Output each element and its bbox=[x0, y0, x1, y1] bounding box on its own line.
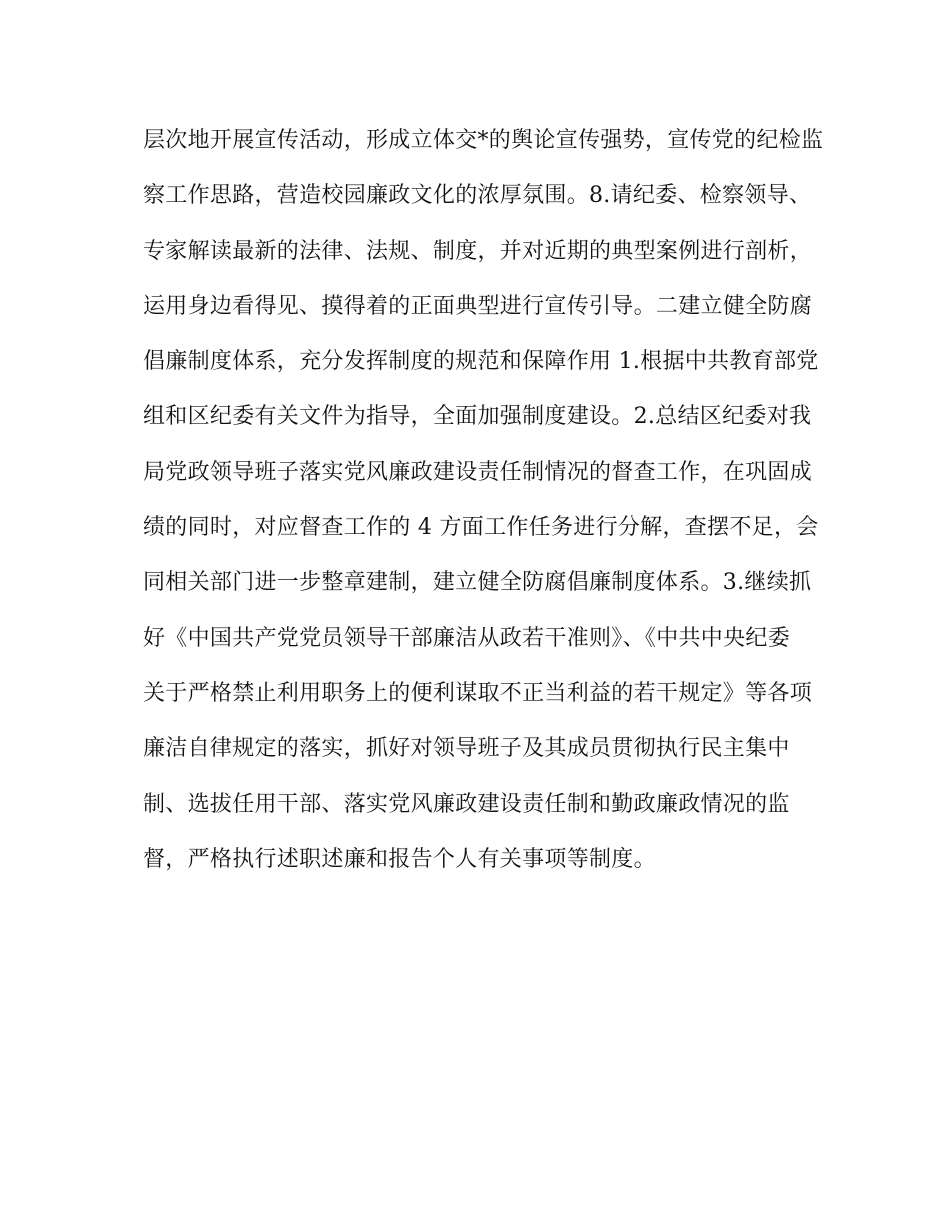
text-line: 制、选拔任用干部、落实党风廉政建设责任制和勤政廉政情况的监 bbox=[143, 791, 790, 817]
text-line: 督，严格执行述职述廉和报告个人有关事项等制度。 bbox=[143, 846, 656, 872]
text-line: 层次地开展宣传活动，形成立体交*的舆论宣传强势，宣传党的纪检监 bbox=[143, 128, 824, 153]
text-line: 关于严格禁止利用职务上的便利谋取不正当利益的若干规定》等各项 bbox=[143, 680, 813, 706]
text-line: 运用身边看得见、摸得着的正面典型进行宣传引导。二建立健全防腐 bbox=[143, 293, 813, 319]
text-line: 专家解读最新的法律、法规、制度，并对近期的典型案例进行剖析， bbox=[143, 238, 813, 264]
text-line: 好《中国共产党党员领导干部廉洁从政若干准则》、《中共中央纪委 bbox=[143, 625, 791, 651]
text-line: 倡廉制度体系，充分发挥制度的规范和保障作用 1.根据中共教育部党 bbox=[143, 349, 819, 375]
text-line: 廉洁自律规定的落实，抓好对领导班子及其成员贯彻执行民主集中 bbox=[143, 736, 790, 762]
text-line: 局党政领导班子落实党风廉政建设责任制情况的督查工作，在巩固成 bbox=[143, 459, 813, 485]
text-line: 同相关部门进一步整章建制，建立健全防腐倡廉制度体系。3.继续抓 bbox=[143, 570, 812, 596]
text-line: 组和区纪委有关文件为指导，全面加强制度建设。2.总结区纪委对我 bbox=[143, 404, 812, 430]
body-paragraph bbox=[143, 121, 823, 895]
text-line: 绩的同时，对应督查工作的 4 方面工作任务进行分解，查摆不足，会 bbox=[143, 515, 819, 541]
text-line: 察工作思路，营造校园廉政文化的浓厚氛围。8.请纪委、检察领导、 bbox=[143, 183, 812, 209]
